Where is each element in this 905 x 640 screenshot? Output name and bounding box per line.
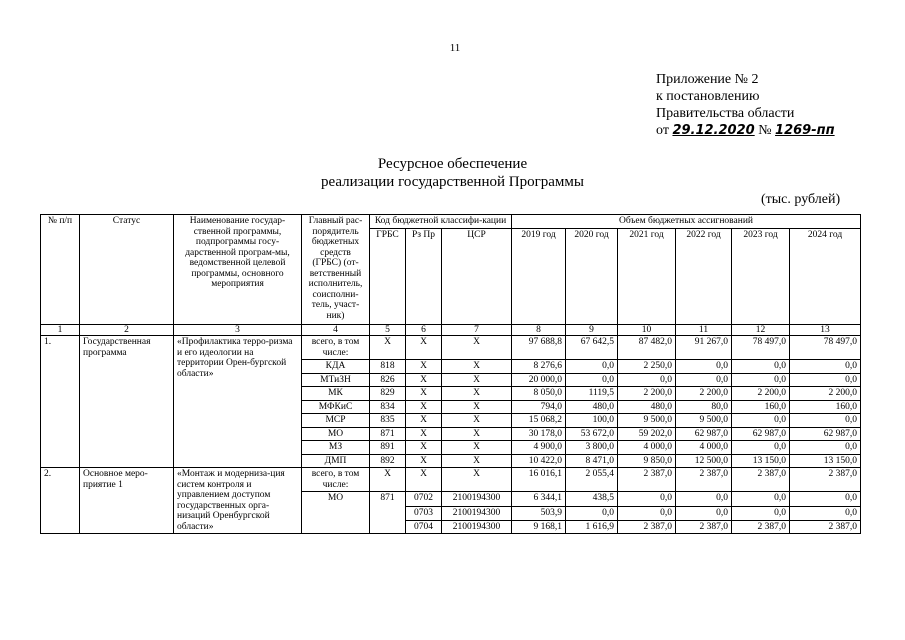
- executor-cell: МК: [302, 387, 370, 401]
- value-cell: 4 900,0: [512, 441, 566, 455]
- value-cell: 0,0: [790, 360, 861, 374]
- executor-cell: МО: [302, 427, 370, 441]
- value-cell: 2 200,0: [618, 387, 676, 401]
- value-cell: 15 068,2: [512, 414, 566, 428]
- value-cell: 30 178,0: [512, 427, 566, 441]
- value-cell: 62 987,0: [732, 427, 790, 441]
- value-cell: 87 482,0: [618, 336, 676, 360]
- executor-cell: МЗ: [302, 441, 370, 455]
- header-year: 2023 год: [732, 228, 790, 324]
- value-cell: 0,0: [618, 373, 676, 387]
- column-number: 13: [790, 324, 861, 336]
- value-cell: 4 000,0: [676, 441, 732, 455]
- column-number-row: [41, 324, 861, 336]
- csr-cell: Х: [442, 441, 512, 455]
- value-cell: 78 497,0: [732, 336, 790, 360]
- value-cell: 13 150,0: [732, 454, 790, 468]
- value-cell: 2 387,0: [732, 468, 790, 492]
- header-year: 2020 год: [566, 228, 618, 324]
- column-number: 1: [41, 324, 80, 336]
- from-label: от: [656, 123, 669, 138]
- executor-cell: МФКиС: [302, 400, 370, 414]
- csr-cell: Х: [442, 373, 512, 387]
- value-cell: 3 800,0: [566, 441, 618, 455]
- value-cell: 62 987,0: [676, 427, 732, 441]
- csr-cell: Х: [442, 414, 512, 428]
- grbs-cell: 829: [370, 387, 406, 401]
- value-cell: 78 497,0: [790, 336, 861, 360]
- value-cell: 0,0: [618, 507, 676, 521]
- executor-cell: МО: [302, 492, 370, 534]
- header-status: Статус: [80, 215, 174, 325]
- grbs-cell: 892: [370, 454, 406, 468]
- value-cell: 97 688,8: [512, 336, 566, 360]
- rzpr-cell: Х: [406, 468, 442, 492]
- header-row-1: [41, 215, 861, 229]
- value-cell: 0,0: [790, 492, 861, 507]
- rzpr-cell: 0702: [406, 492, 442, 507]
- header-csr: ЦСР: [442, 228, 512, 324]
- header-main-grbs: Главный рас-порядитель бюджетных средств (ГРБС) (от-ветственный исполнитель, соисполни-тель, участ-ник): [302, 215, 370, 325]
- rzpr-cell: Х: [406, 336, 442, 360]
- rzpr-cell: 0703: [406, 507, 442, 521]
- value-cell: 62 987,0: [790, 427, 861, 441]
- value-cell: 10 422,0: [512, 454, 566, 468]
- grbs-cell: Х: [370, 336, 406, 360]
- value-cell: 9 850,0: [618, 454, 676, 468]
- value-cell: 0,0: [618, 492, 676, 507]
- row-name: «Профилактика терро-ризма и его идеологии на территории Орен-бургской области»: [174, 336, 302, 468]
- value-cell: 8 050,0: [512, 387, 566, 401]
- grbs-cell: Х: [370, 468, 406, 492]
- number-label: №: [758, 123, 772, 138]
- value-cell: 6 344,1: [512, 492, 566, 507]
- value-cell: 480,0: [566, 400, 618, 414]
- csr-cell: Х: [442, 454, 512, 468]
- value-cell: 2 250,0: [618, 360, 676, 374]
- rzpr-cell: Х: [406, 441, 442, 455]
- executor-cell: МСР: [302, 414, 370, 428]
- rzpr-cell: Х: [406, 387, 442, 401]
- value-cell: 0,0: [790, 507, 861, 521]
- value-cell: 9 500,0: [618, 414, 676, 428]
- title-line-1: Ресурсное обеспечение: [377, 156, 528, 172]
- header-volume-group: Объем бюджетных ассигнований: [512, 215, 861, 229]
- value-cell: 2 387,0: [732, 520, 790, 534]
- value-cell: 0,0: [566, 373, 618, 387]
- table-row: [41, 336, 861, 360]
- rzpr-cell: Х: [406, 373, 442, 387]
- header-name: Наименование государ-ственной программы, подпрограммы госу-дарственной програм-мы, ведомственной целевой программы, основного мероприятия: [174, 215, 302, 325]
- executor-cell: ДМП: [302, 454, 370, 468]
- column-number: 6: [406, 324, 442, 336]
- header-year: 2019 год: [512, 228, 566, 324]
- header-rzpr: Рз Пр: [406, 228, 442, 324]
- header-code-group: Код бюджетной классифи-кации: [370, 215, 512, 229]
- handwritten-date: 29.12.2020: [672, 123, 755, 138]
- value-cell: 100,0: [566, 414, 618, 428]
- header-year: 2024 год: [790, 228, 861, 324]
- value-cell: 2 387,0: [618, 468, 676, 492]
- column-number: 4: [302, 324, 370, 336]
- value-cell: 16 016,1: [512, 468, 566, 492]
- row-number: 2.: [41, 468, 80, 534]
- executor-cell: всего, в том числе:: [302, 468, 370, 492]
- executor-cell: всего, в том числе:: [302, 336, 370, 360]
- csr-cell: Х: [442, 427, 512, 441]
- value-cell: 0,0: [732, 492, 790, 507]
- csr-cell: 2100194300: [442, 507, 512, 521]
- row-status: Основное меро-приятие 1: [80, 468, 174, 534]
- value-cell: 0,0: [790, 414, 861, 428]
- column-number: 7: [442, 324, 512, 336]
- header-year: 2021 год: [618, 228, 676, 324]
- value-cell: 0,0: [732, 441, 790, 455]
- rzpr-cell: 0704: [406, 520, 442, 534]
- csr-cell: Х: [442, 468, 512, 492]
- appendix-block: [656, 71, 835, 139]
- executor-cell: КДА: [302, 360, 370, 374]
- value-cell: 2 200,0: [732, 387, 790, 401]
- value-cell: 0,0: [566, 507, 618, 521]
- value-cell: 2 200,0: [676, 387, 732, 401]
- resource-table: [40, 214, 861, 534]
- unit-label: (тыс. рублей): [761, 192, 841, 207]
- column-number: 8: [512, 324, 566, 336]
- appendix-date-line: [656, 122, 835, 139]
- title-line-2: реализации государственной Программы: [321, 174, 584, 190]
- value-cell: 0,0: [676, 360, 732, 374]
- value-cell: 0,0: [732, 507, 790, 521]
- value-cell: 2 387,0: [676, 468, 732, 492]
- value-cell: 9 168,1: [512, 520, 566, 534]
- value-cell: 0,0: [732, 360, 790, 374]
- column-number: 11: [676, 324, 732, 336]
- column-number: 9: [566, 324, 618, 336]
- value-cell: 59 202,0: [618, 427, 676, 441]
- value-cell: 67 642,5: [566, 336, 618, 360]
- csr-cell: Х: [442, 400, 512, 414]
- value-cell: 0,0: [676, 373, 732, 387]
- value-cell: 160,0: [790, 400, 861, 414]
- column-number: 5: [370, 324, 406, 336]
- value-cell: 1119,5: [566, 387, 618, 401]
- value-cell: 794,0: [512, 400, 566, 414]
- document-title: [0, 155, 905, 191]
- value-cell: 4 000,0: [618, 441, 676, 455]
- value-cell: 1 616,9: [566, 520, 618, 534]
- rzpr-cell: Х: [406, 360, 442, 374]
- rzpr-cell: Х: [406, 427, 442, 441]
- value-cell: 2 055,4: [566, 468, 618, 492]
- grbs-cell: 834: [370, 400, 406, 414]
- grbs-cell: 826: [370, 373, 406, 387]
- value-cell: 8 276,6: [512, 360, 566, 374]
- row-status: Государственная программа: [80, 336, 174, 468]
- grbs-cell: 871: [370, 492, 406, 534]
- row-number: 1.: [41, 336, 80, 468]
- value-cell: 91 267,0: [676, 336, 732, 360]
- value-cell: 0,0: [732, 414, 790, 428]
- appendix-line-1: Приложение № 2: [656, 72, 759, 87]
- csr-cell: 2100194300: [442, 492, 512, 507]
- value-cell: 80,0: [676, 400, 732, 414]
- grbs-cell: 818: [370, 360, 406, 374]
- column-number: 3: [174, 324, 302, 336]
- value-cell: 53 672,0: [566, 427, 618, 441]
- value-cell: 0,0: [790, 441, 861, 455]
- value-cell: 13 150,0: [790, 454, 861, 468]
- handwritten-number: 1269-пп: [775, 123, 835, 138]
- value-cell: 20 000,0: [512, 373, 566, 387]
- value-cell: 438,5: [566, 492, 618, 507]
- csr-cell: Х: [442, 360, 512, 374]
- value-cell: 8 471,0: [566, 454, 618, 468]
- value-cell: 0,0: [566, 360, 618, 374]
- value-cell: 2 387,0: [790, 468, 861, 492]
- value-cell: 2 387,0: [618, 520, 676, 534]
- rzpr-cell: Х: [406, 414, 442, 428]
- rzpr-cell: Х: [406, 400, 442, 414]
- value-cell: 160,0: [732, 400, 790, 414]
- csr-cell: 2100194300: [442, 520, 512, 534]
- grbs-cell: 891: [370, 441, 406, 455]
- csr-cell: Х: [442, 387, 512, 401]
- value-cell: 0,0: [676, 507, 732, 521]
- value-cell: 2 200,0: [790, 387, 861, 401]
- header-year: 2022 год: [676, 228, 732, 324]
- value-cell: 0,0: [790, 373, 861, 387]
- value-cell: 0,0: [732, 373, 790, 387]
- page-number: 11: [449, 42, 461, 54]
- header-num: № п/п: [41, 215, 80, 325]
- value-cell: 0,0: [676, 492, 732, 507]
- appendix-line-3: Правительства области: [656, 106, 795, 121]
- value-cell: 12 500,0: [676, 454, 732, 468]
- column-number: 12: [732, 324, 790, 336]
- csr-cell: Х: [442, 336, 512, 360]
- column-number: 2: [80, 324, 174, 336]
- table-row: [41, 468, 861, 492]
- value-cell: 9 500,0: [676, 414, 732, 428]
- grbs-cell: 835: [370, 414, 406, 428]
- value-cell: 480,0: [618, 400, 676, 414]
- rzpr-cell: Х: [406, 454, 442, 468]
- value-cell: 2 387,0: [676, 520, 732, 534]
- value-cell: 2 387,0: [790, 520, 861, 534]
- column-number: 10: [618, 324, 676, 336]
- row-name: «Монтаж и модерниза-ция систем контроля и управлением доступом государственных орга-низаций Оренбургской области»: [174, 468, 302, 534]
- value-cell: 503,9: [512, 507, 566, 521]
- appendix-line-2: к постановлению: [656, 89, 760, 104]
- header-grbs: ГРБС: [370, 228, 406, 324]
- grbs-cell: 871: [370, 427, 406, 441]
- executor-cell: МТиЗН: [302, 373, 370, 387]
